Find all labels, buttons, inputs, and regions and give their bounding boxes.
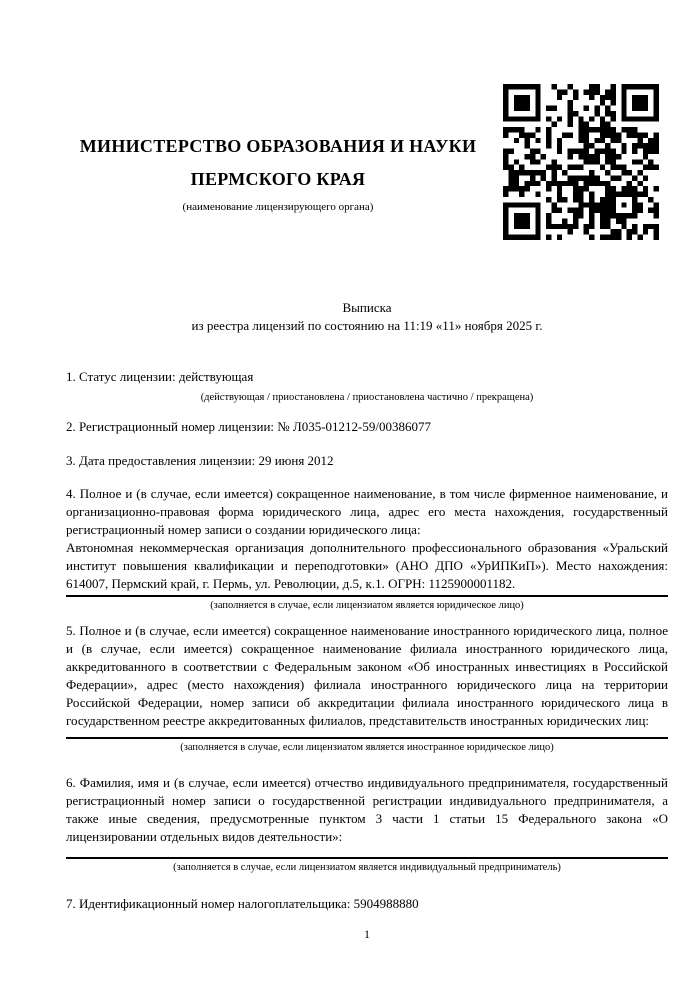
item-3-text: 3. Дата предоставления лицензии: 29 июня 2012 xyxy=(66,453,334,468)
item-3-license-date xyxy=(66,452,668,470)
ministry-name-line1: МИНИСТЕРСТВО ОБРАЗОВАНИЯ И НАУКИ xyxy=(79,136,477,156)
document-title xyxy=(66,299,668,335)
document-title-line2: из реестра лицензий по состоянию на 11:19 «11» ноября 2025 г. xyxy=(191,318,543,333)
item-2-registration-number xyxy=(66,418,668,436)
item-4-legal-entity xyxy=(66,485,668,613)
item-5-foreign-legal-entity xyxy=(66,622,668,755)
item-2-text: 2. Регистрационный номер лицензии: № Л035-01212-59/00386077 xyxy=(66,419,432,434)
item-1-caption: (действующая / приостановлена / приостановлена частично / прекращена) xyxy=(200,392,534,403)
item-4-answer: Автономная некоммерческая организация дополнительного профессионального образования «Уральский институт повышения квалификации и переподготовки» (АНО ДПО «УрИПКиП»). Место нахождения: 614007, Пермский край, г. Пермь, ул. Революции, д.5, к.1. ОГРН: 1125900001182. xyxy=(66,540,668,591)
item-7-text: 7. Идентификационный номер налогоплательщика: 5904988880 xyxy=(66,896,419,911)
ministry-name-line2: ПЕРМСКОГО КРАЯ xyxy=(190,169,366,189)
item-7-taxpayer-id xyxy=(66,895,668,913)
item-5-underline xyxy=(66,737,668,739)
qr-code-icon xyxy=(503,84,659,240)
item-1-license-status xyxy=(66,368,668,405)
item-4-question: 4. Полное и (в случае, если имеется) сокращенное наименование, в том числе фирменное наименование, и организационно-правовая форма юридического лица, адрес его места нахождения, государственный регистрационный номер записи о создании юридического лица: xyxy=(66,486,668,537)
item-6-caption: (заполняется в случае, если лицензиатом является индивидуальный предприниматель) xyxy=(173,862,561,873)
ministry-name-caption: (наименование лицензирующего органа) xyxy=(182,201,374,213)
item-6-underline xyxy=(66,857,668,859)
item-5-caption: (заполняется в случае, если лицензиатом является иностранное юридическое лицо) xyxy=(180,742,554,753)
item-6-individual-entrepreneur xyxy=(66,774,668,875)
item-6-question: 6. Фамилия, имя и (в случае, если имеется) отчество индивидуального предпринимателя, государственный регистрационный номер записи о государственной регистрации индивидуального предпринимателя, а также иные сведения, предусмотренные пунктом 3 части 1 статьи 15 Федерального закона «О лицензировании отдельных видов деятельности»: xyxy=(66,775,668,844)
document-title-line1: Выписка xyxy=(342,300,392,315)
licensing-authority-header xyxy=(64,130,492,214)
item-5-question: 5. Полное и (в случае, если имеется) сокращенное наименование иностранного юридического лица, полное и (в случае, если имеется) сокращенное наименование филиала иностранного юридического лица, аккредитованного в соответствии с Федеральным законом «Об иностранных инвестициях в Российской Федерации», адрес (место нахождения) филиала иностранного юридического лица на территории Российской Федерации, номер записи об аккредитации филиала иностранного юридического лица в государственном реестре аккредитованных филиалов, представительств иностранных юридических лиц: xyxy=(66,623,668,728)
item-1-text: 1. Статус лицензии: действующая xyxy=(66,369,254,384)
item-4-caption: (заполняется в случае, если лицензиатом является юридическое лицо) xyxy=(210,600,524,611)
item-4-underline xyxy=(66,595,668,597)
page-number: 1 xyxy=(364,927,370,941)
